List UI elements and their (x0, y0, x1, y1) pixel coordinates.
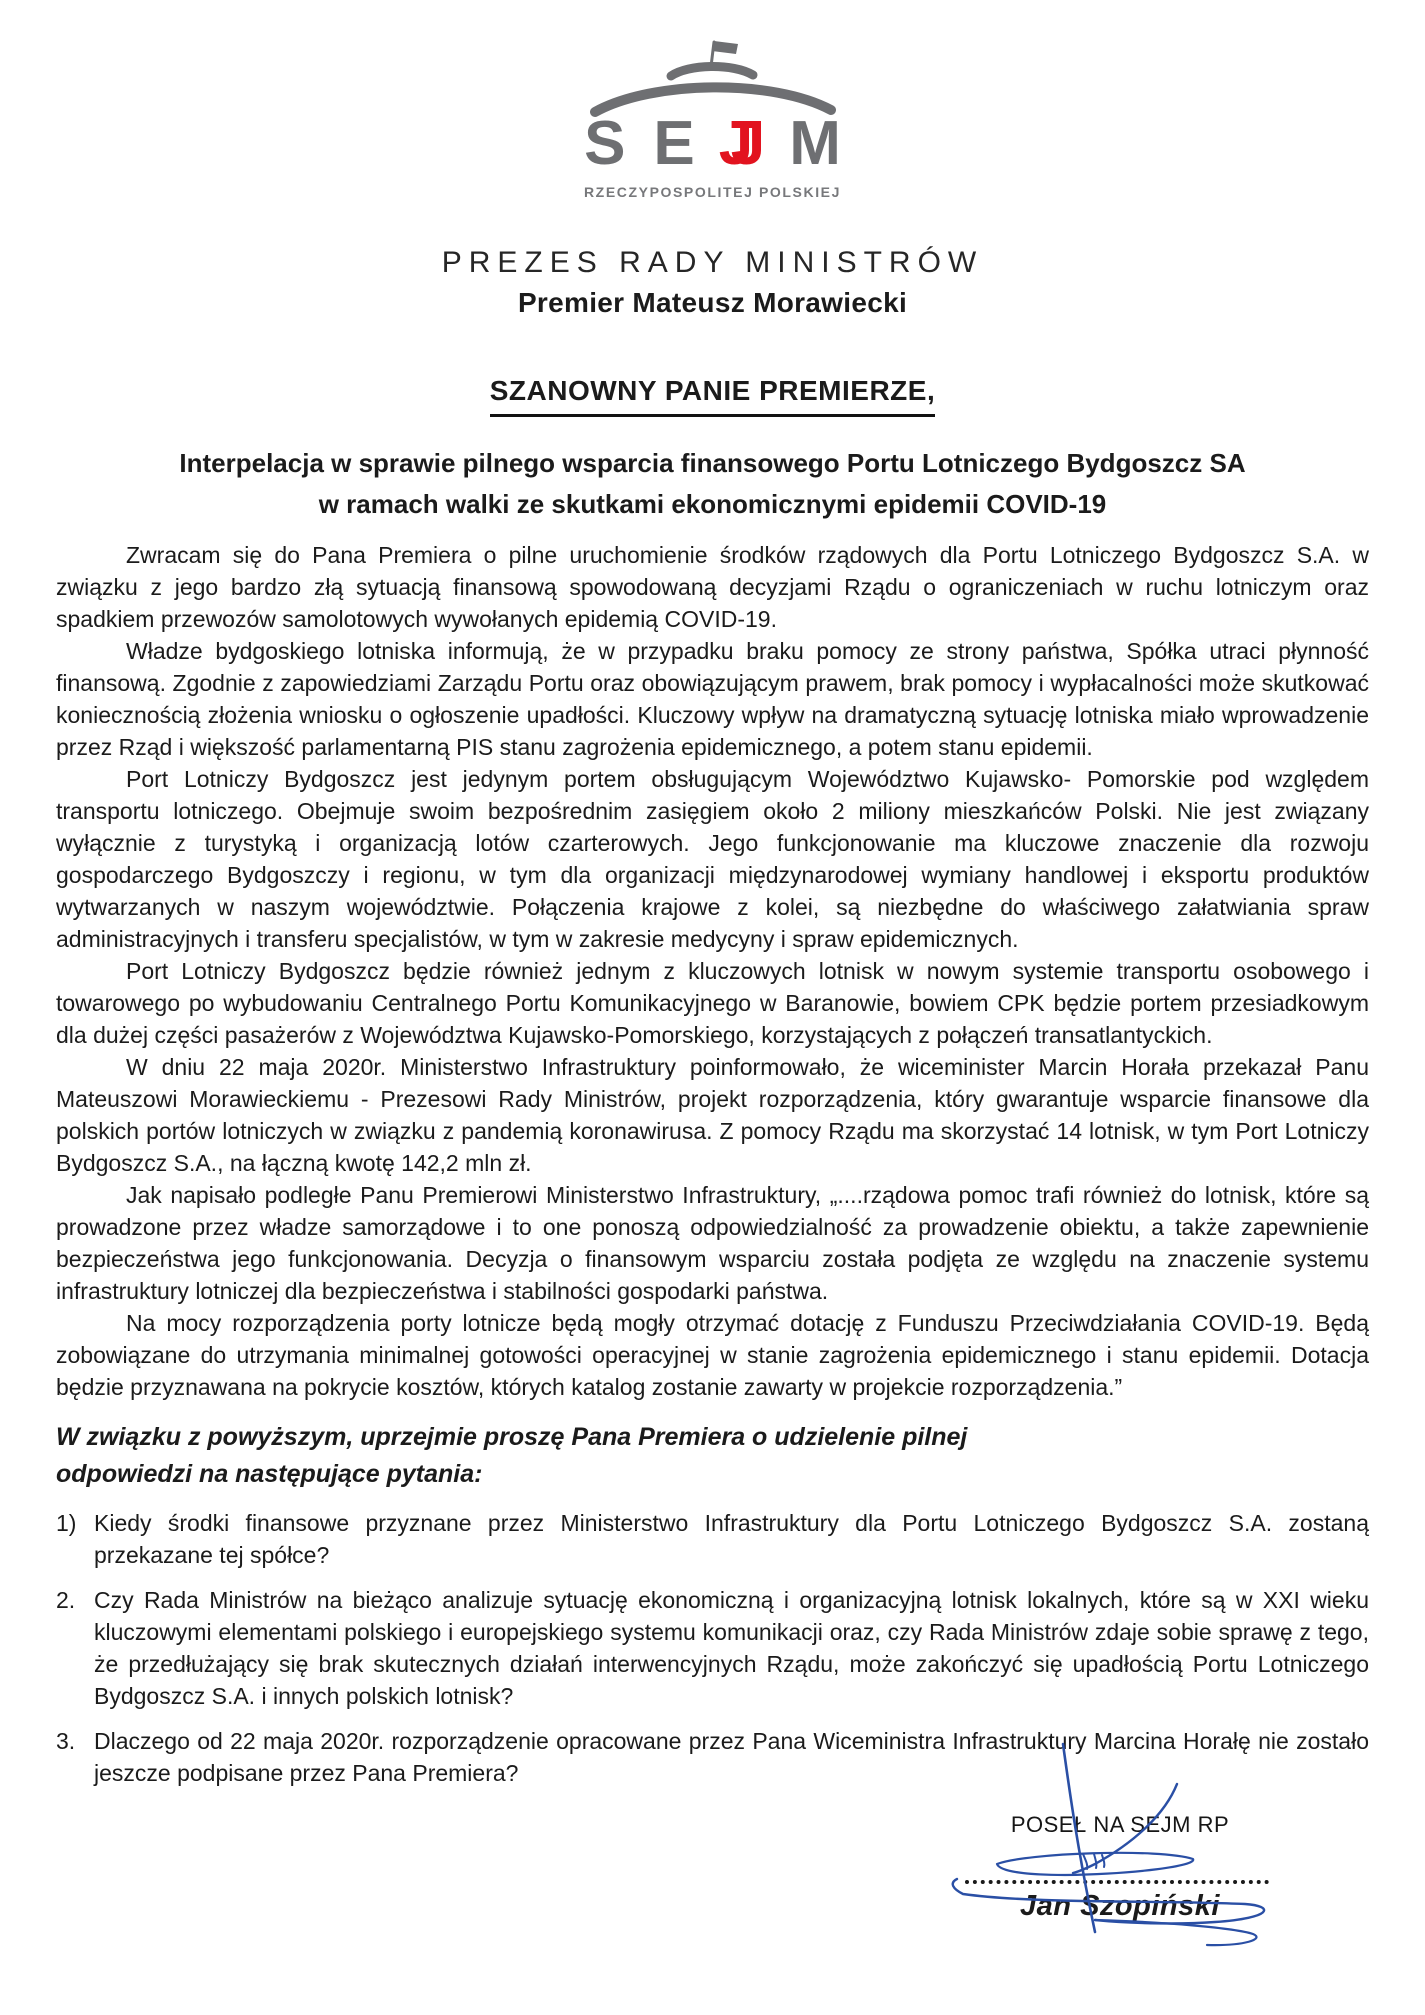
recipient-title: PREZES RADY MINISTRÓW (441, 246, 984, 279)
subject-line-1: Interpelacja w sprawie pilnego wsparcia finansowego Portu Lotniczego Bydgoszcz SA (179, 448, 1246, 478)
question-item (56, 1725, 1369, 1789)
sejm-letter-j: J (730, 109, 766, 178)
signature-dotted-line (965, 1880, 1269, 1884)
salutation: SZANOWNY PANIE PREMIERZE, (490, 375, 936, 417)
question-text: Dlaczego od 22 maja 2020r. rozporządzenie opracowane przez Pana Wiceministra Infrastruktury Marcina Horałę nie zostało jeszcze podpisane przez Pana Premiera? (94, 1728, 1369, 1786)
paragraph: Port Lotniczy Bydgoszcz jest jedynym portem obsługującym Województwo Kujawsko- Pomorskie pod względem transportu lotniczego. Obejmuje swoim bezpośrednim zasięgiem około 2 miliony mieszkańców Polski. Nie jest związany wyłącznie z turystyką i organizacją lotów czarterowych. Jego funkcjonowanie ma kluczowe znaczenie dla rozwoju gospodarczego Bydgoszczy i regionu, w tym dla organizacji międzynarodowej wymiany handlowej i eksportu produktów wytwarzanych w naszym województwie. Połączenia krajowe z kolei, są niezbędne do właściwego załatwiania spraw administracyjnych i transferu specjalistów, w tym w zakresie medycyny i spraw epidemicznych. (56, 766, 1369, 952)
question-marker: 1) (56, 1510, 77, 1536)
closing-line-1: W związku z powyższym, uprzejmie proszę Pana Premiera o udzielenie pilnej (56, 1423, 968, 1451)
question-item (56, 1584, 1369, 1712)
question-marker: 2. (56, 1587, 76, 1613)
sejm-wordmark (0, 109, 1425, 178)
signature-title: POSEŁ NA SEJM RP (1010, 1812, 1230, 1837)
closing-line-2: odpowiedzi na następujące pytania: (56, 1460, 483, 1488)
paragraph: Jak napisało podległe Panu Premierowi Ministerstwo Infrastruktury, „....rządowa pomoc trafi również do lotnisk, które są prowadzone przez władze samorządowe i to one ponoszą odpowiedzialność za prowadzenie obiektu, a także zapewnienie bezpieczeństwa jego funkcjonowania. Decyzja o finansowym wsparciu została podjęta ze względu na znaczenie systemu infrastruktury lotniczej dla bezpieczeństwa i stabilności gospodarki państwa. (56, 1182, 1369, 1304)
question-marker: 3. (56, 1728, 76, 1754)
sejm-logo (0, 0, 1425, 200)
question-item (56, 1507, 1369, 1571)
subject (0, 443, 1425, 525)
question-text: Czy Rada Ministrów na bieżąco analizuje sytuację ekonomiczną i organizacyjną lotnisk lokalnych, które są w XXI wieku kluczowymi elementami polskiego i europejskiego systemu komunikacji oraz, czy Rada Ministrów zdaje sobie sprawę z tego, że przedłużający się brak skutecznych działań interwencyjnych Rządu, może zakończyć się upadłością Portu Lotniczego Bydgoszcz S.A. i innych polskich lotnisk? (94, 1587, 1369, 1709)
signature-block (965, 1812, 1275, 1923)
paragraph: Port Lotniczy Bydgoszcz będzie również jednym z kluczowych lotnisk w nowym systemie transportu osobowego i towarowego po wybudowaniu Centralnego Portu Komunikacyjnego w Baranowie, bowiem CPK będzie portem przesiadkowym dla dużej części pasażerów z Województwa Kujawsko-Pomorskiego, korzystających z połączeń transatlantyckich. (56, 958, 1369, 1048)
logo-caption: RZECZYPOSPOLITEJ POLSKIEJ (583, 184, 842, 200)
paragraph: Zwracam się do Pana Premiera o pilne uruchomienie środków rządowych dla Portu Lotniczego Bydgoszcz S.A. w związku z jego bardzo złą sytuacją finansową spowodowaną decyzjami Rządu o ograniczeniach w ruchu lotniczym oraz spadkiem przewozów samolotowych wywołanych epidemią COVID-19. (56, 542, 1369, 632)
question-text: Kiedy środki finansowe przyznane przez Ministerstwo Infrastruktury dla Portu Lotniczego Bydgoszcz S.A. zostaną przekazane tej spółce? (94, 1510, 1369, 1568)
paragraph: Na mocy rozporządzenia porty lotnicze będą mogły otrzymać dotację z Funduszu Przeciwdziałania COVID-19. Będą zobowiązane do utrzymania minimalnej gotowości operacyjnej w stanie zagrożenia epidemicznego i stanu epidemii. Dotacja będzie przyznawana na pokrycie kosztów, których katalog zostanie zawarty w projekcie rozporządzenia.” (56, 1310, 1369, 1400)
sejm-letter-e: E (653, 109, 695, 178)
questions-list (56, 1507, 1369, 1789)
paragraph: W dniu 22 maja 2020r. Ministerstwo Infrastruktury poinformowało, że wiceminister Marcin Horała przekazał Panu Mateuszowi Morawieckiemu - Prezesowi Rady Ministrów, projekt rozporządzenia, który gwarantuje wsparcie finansowe dla polskich portów lotniczych w związku z pandemią koronawirusa. Z pomocy Rządu ma skorzystać 14 lotnisk, w tym Port Lotniczy Bydgoszcz S.A., na łączną kwotę 142,2 mln zł. (56, 1054, 1369, 1176)
closing-statement (56, 1419, 1369, 1493)
letter-body (56, 539, 1369, 1403)
signature-name: Jan Szopiński (1020, 1890, 1220, 1922)
sejm-letter-m: M (789, 109, 841, 178)
paragraph: Władze bydgoskiego lotniska informują, że w przypadku braku pomocy ze strony państwa, Spółka utraci płynność finansową. Zgodnie z zapowiedziami Zarządu Portu oraz obowiązującym prawem, brak pomocy i wypłacalności może skutkować koniecznością złożenia wniosku o ogłoszenie upadłości. Kluczowy wpływ na dramatyczną sytuację lotniska miało wprowadzenie przez Rząd i większość parlamentarną PIS stanu zagrożenia epidemicznego, a potem stanu epidemii. (56, 638, 1369, 760)
salutation-wrap (0, 375, 1425, 417)
subject-line-2: w ramach walki ze skutkami ekonomicznymi epidemii COVID-19 (318, 489, 1107, 519)
sejm-letter-s: S (584, 109, 626, 178)
recipient-name: Premier Mateusz Morawiecki (517, 287, 908, 318)
